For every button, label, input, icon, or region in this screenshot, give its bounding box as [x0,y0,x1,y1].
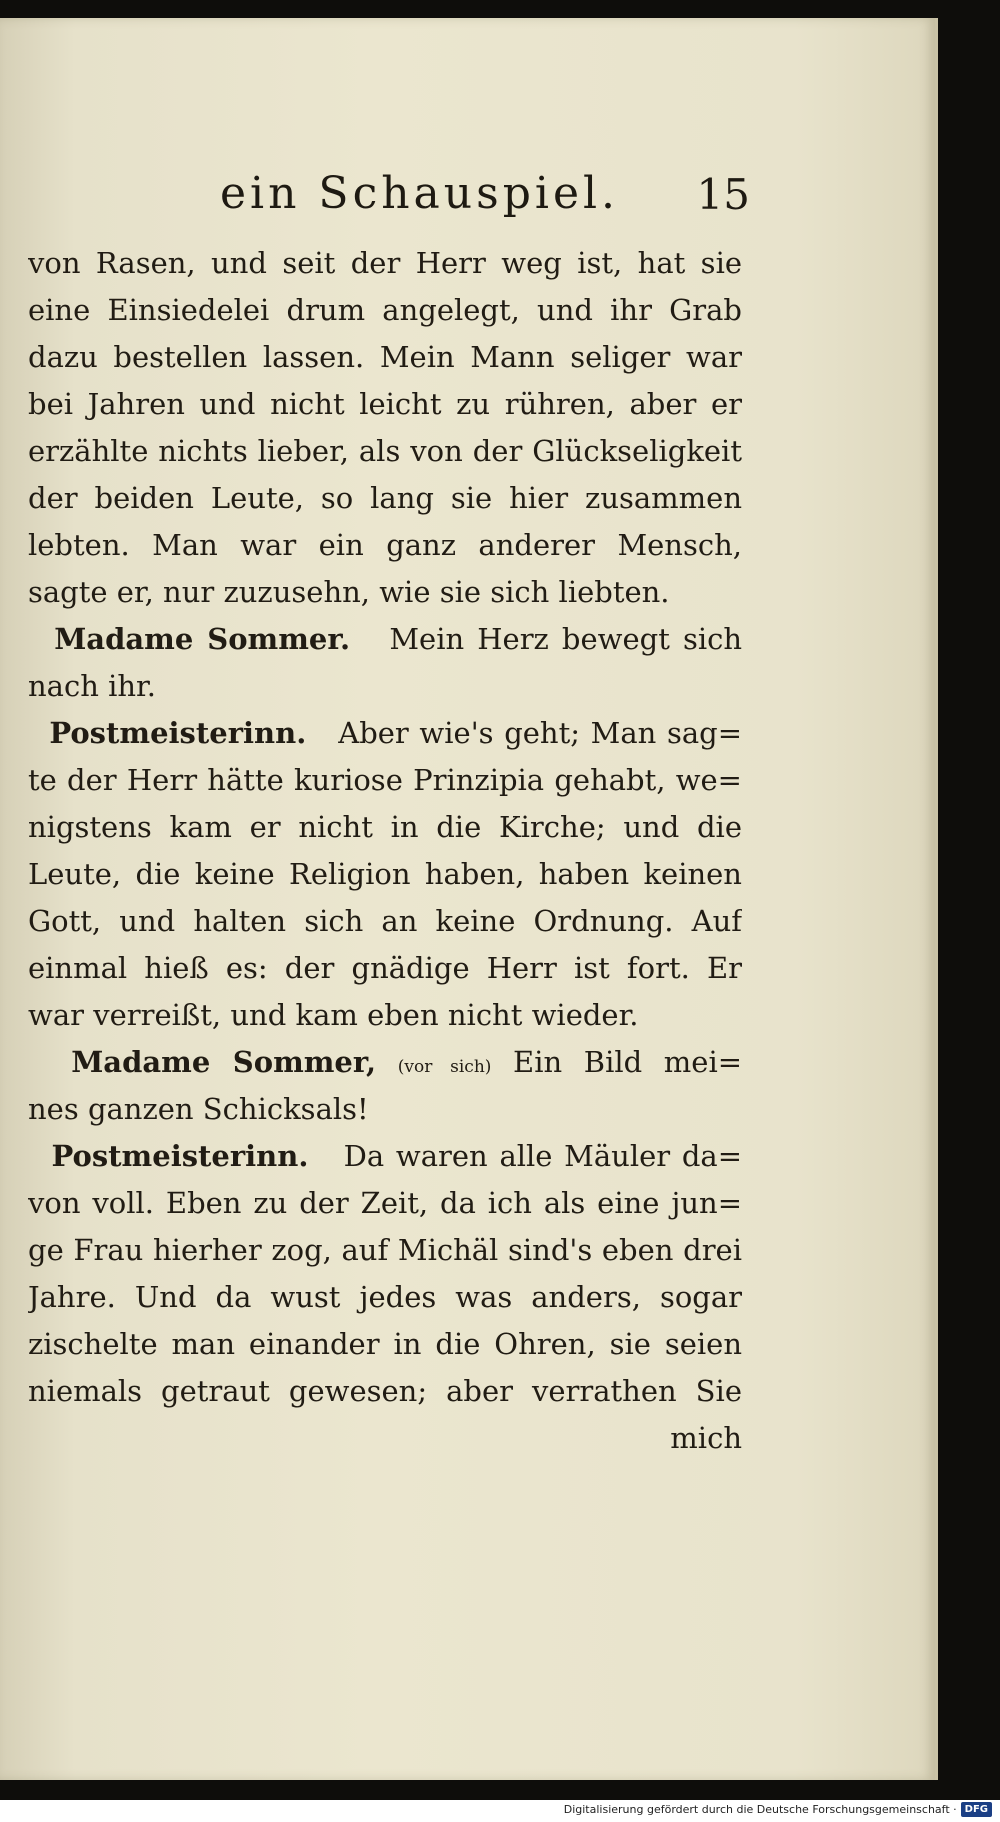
credit-text: Digitalisierung gefördert durch die Deutsche Forschungsgemeinschaft · [563,1803,957,1816]
text-line: einmal hieß es: der gnädige Herr ist fort. Er [28,951,742,985]
speech-line [28,1039,742,1086]
text-line: von voll. Eben zu der Zeit, da ich als eine jun= [28,1186,742,1220]
text-line: nes ganzen Schicksals! [28,1092,369,1126]
speech-text: Da waren alle Mäuler da= [343,1139,742,1173]
speech-line [28,710,742,757]
text-line: nigstens kam er nicht in die Kirche; und die [28,810,742,844]
text-line: niemals getraut gewesen; aber verrathen Sie [28,1374,742,1408]
text-line: zischelte man einander in die Ohren, sie seien [28,1327,742,1361]
text-line: Gott, und halten sich an keine Ordnung. Auf [28,904,742,938]
speech-text: Mein Herz bewegt sich [389,622,742,656]
text-line: nach ihr. [28,669,156,703]
text-line: der beiden Leute, so lang sie hier zusammen [28,481,742,515]
text-line: eine Einsiedelei drum angelegt, und ihr Grab [28,293,742,327]
speaker-name: Madame Sommer, [71,1045,377,1079]
text-line: dazu bestellen lassen. Mein Mann seliger war [28,340,742,374]
digitization-credit [564,1802,992,1817]
text-line: Jahre. Und da wust jedes was anders, sogar [28,1280,742,1314]
dfg-logo: DFG [961,1802,992,1817]
running-title: ein Schauspiel. [220,168,620,219]
page-header [30,168,750,228]
text-line: lebten. Man war ein ganz anderer Mensch, [28,528,742,562]
text-line: te der Herr hätte kuriose Prinzipia gehabt, we= [28,763,742,797]
text-line: war verreißt, und kam eben nicht wieder. [28,998,639,1032]
speaker-name: Madame Sommer. [54,622,351,656]
book-page [0,18,938,1780]
stage-direction: (vor sich) [397,1057,492,1077]
text-line: sagte er, nur zuzusehn, wie sie sich liebten. [28,575,670,609]
body-text [28,240,742,1462]
text-line: erzählte nichts lieber, als von der Glückseligkeit [28,434,742,468]
speaker-name: Postmeisterinn. [49,716,307,750]
speech-line [28,1133,742,1180]
text-line: von Rasen, und seit der Herr weg ist, hat sie [28,246,742,280]
speech-text: Aber wie's geht; Man sag= [338,716,742,750]
speech-line [28,616,742,663]
page-number: 15 [696,170,750,219]
speaker-name: Postmeisterinn. [51,1139,309,1173]
catchword: mich [670,1421,742,1455]
text-line: Leute, die keine Religion haben, haben keinen [28,857,742,891]
text-line: bei Jahren und nicht leicht zu rühren, aber er [28,387,742,421]
text-line: ge Frau hierher zog, auf Michäl sind's eben drei [28,1233,742,1267]
speech-text: Ein Bild mei= [513,1045,742,1079]
